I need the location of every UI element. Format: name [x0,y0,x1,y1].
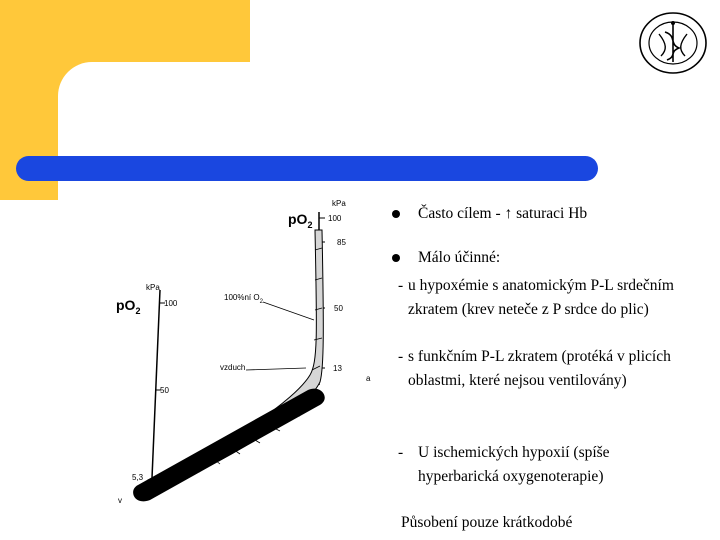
left-axis-line [152,290,160,478]
bullet-text: Často cílem - ↑ saturaci Hb [418,205,588,222]
right-axis-title: $pO_2$ [288,211,313,230]
bullet-dot-icon [392,254,400,262]
left-tick-label-100: 100 [164,299,178,308]
arterial-axis-letter: a [366,374,371,383]
right-tick-label-13: 13 [333,364,342,373]
university-seal-icon [637,10,709,76]
title-bar [16,156,598,181]
right-tick-label-100: 100 [328,214,342,223]
venous-axis-letter: v [118,496,122,505]
bullet-dot-icon [392,210,400,218]
sub-item-dash: - [398,277,404,294]
left-axis-unit: kPa [146,283,160,292]
sub-item-text: u hypoxémie s anatomickým P-L srdečním zkratem (krev neteče z P srdce do plic) [408,277,674,318]
baseline-band [133,389,325,502]
oxygen-diagram [110,190,400,510]
sub-item-text: U ischemických hypoxií (spíše hyperbarická oxygenoterapie) [418,444,610,485]
air-curve-label: vzduch [220,363,246,372]
bullet-text: Málo účinné: [418,249,501,266]
left-tick-label-5-3: 5,3 [132,473,144,482]
right-tick-label-50: 50 [334,304,343,313]
right-axis-unit: kPa [332,199,346,208]
sub-item-text: s funkčním P-L zkratem (protéká v plicích oblastmi, které nejsou ventilovány) [408,348,671,389]
air-leader [246,368,306,370]
oxygen-leader [263,302,314,320]
oxygen-curve-label: 100%ní $O_2$ [224,293,263,305]
left-tick-label-50: 50 [160,386,169,395]
sub-item-dash: - [398,444,404,461]
footer-note: Působení pouze krátkodobé [401,514,573,531]
left-axis-title: $pO_2$ [116,297,141,316]
right-tick-label-85: 85 [337,238,346,247]
sub-item-dash: - [398,348,404,365]
